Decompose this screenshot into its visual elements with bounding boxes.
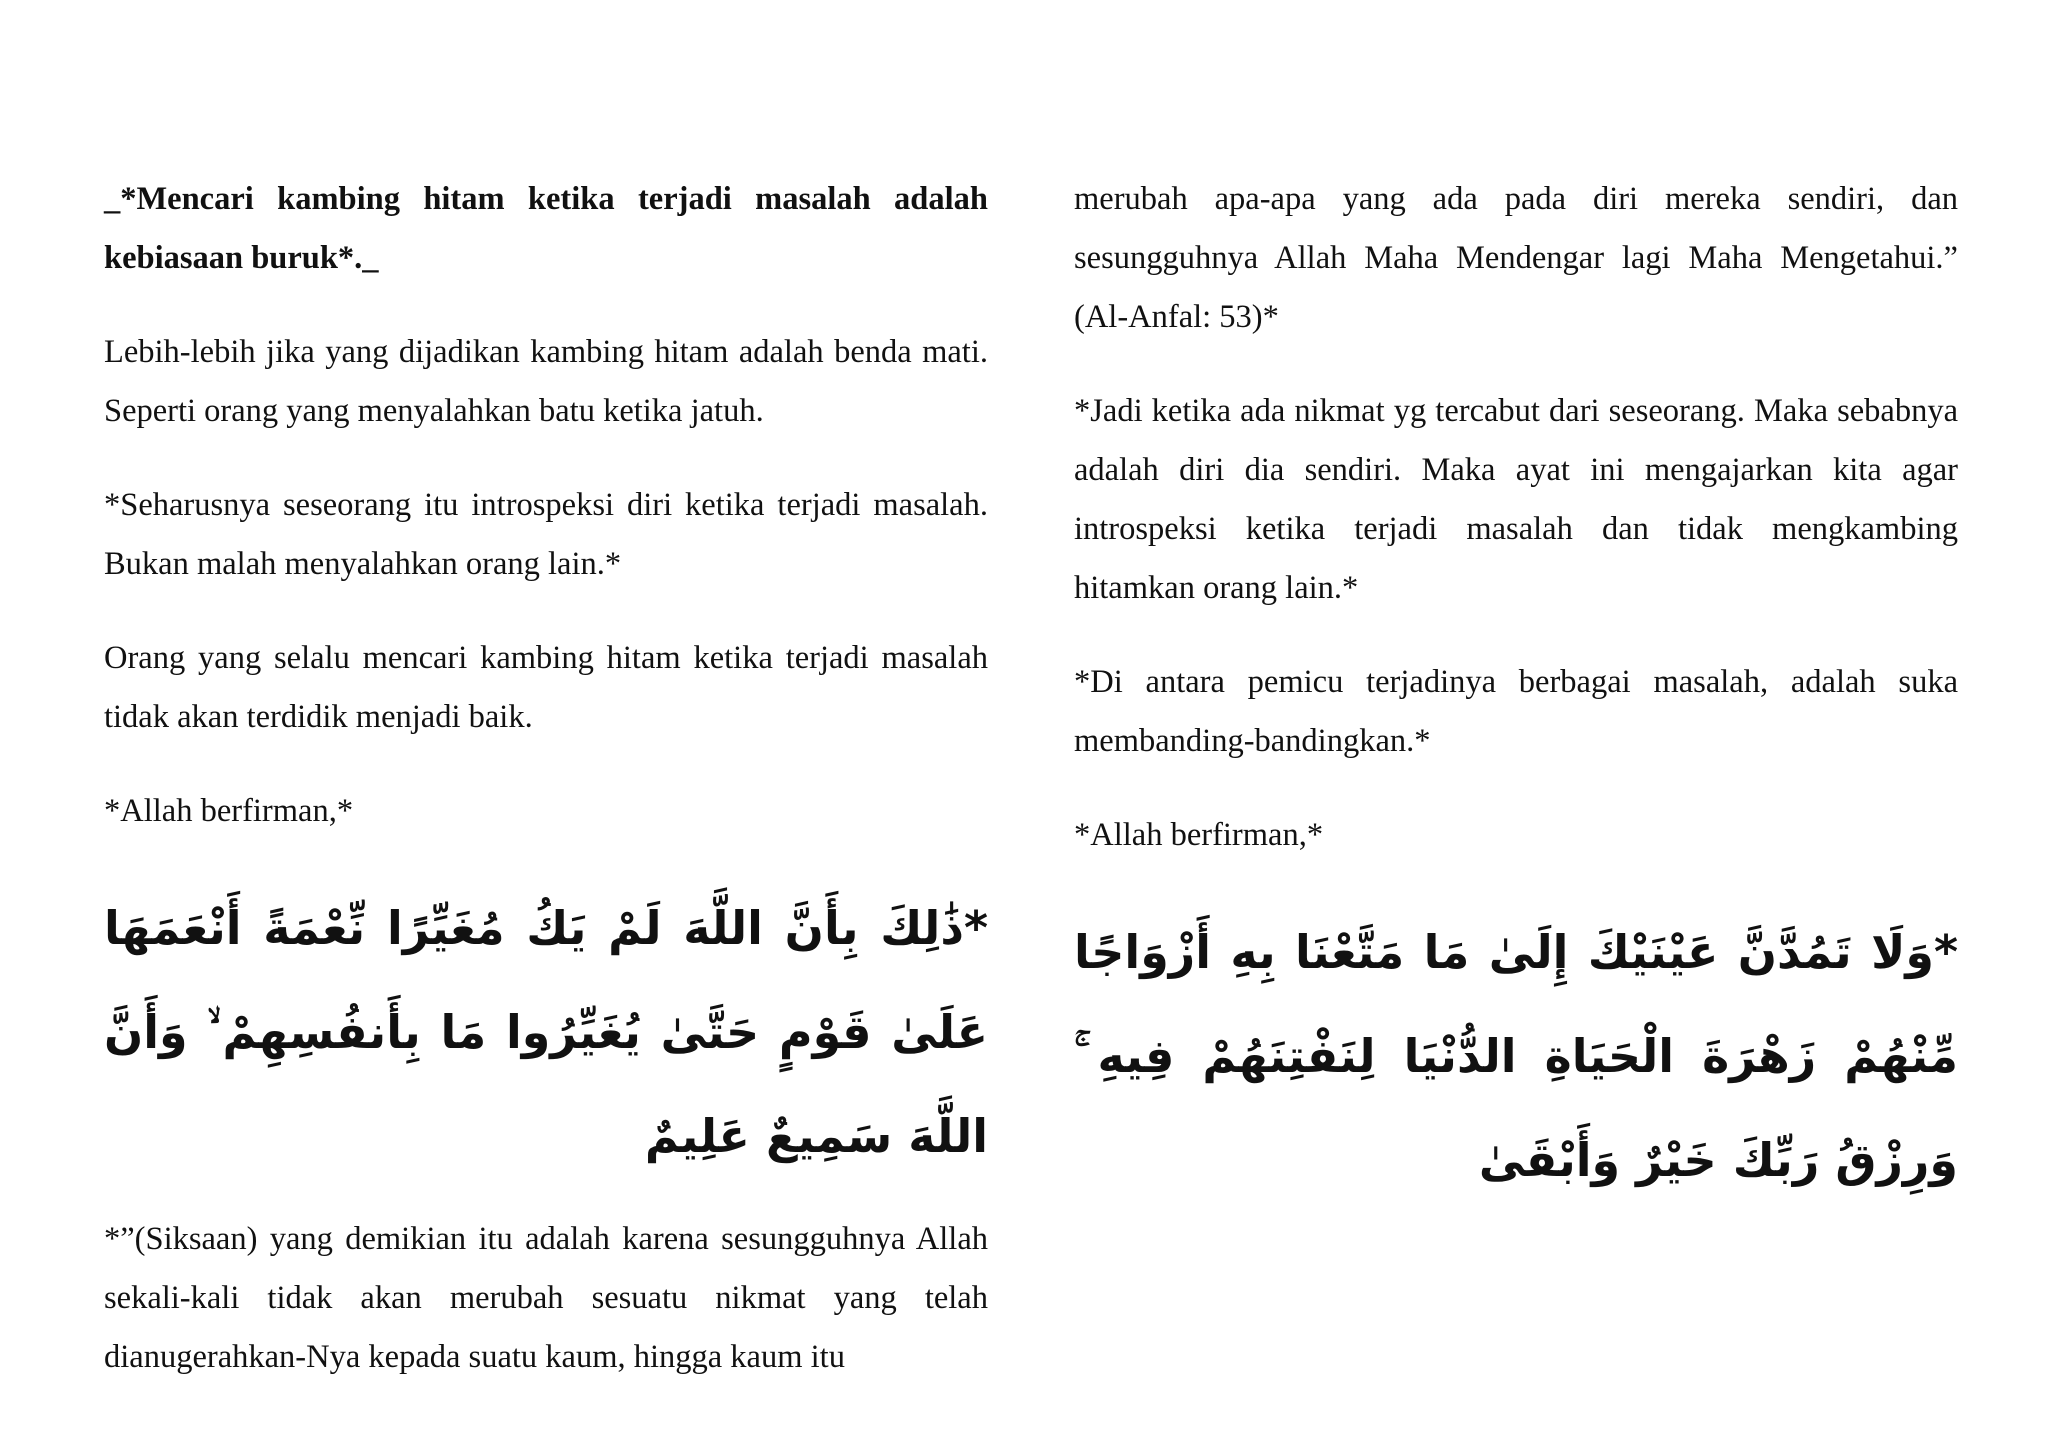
left-column [104,170,988,1422]
paragraph: *Seharusnya seseorang itu introspeksi diri ketika terjadi masalah. Bukan malah menyalahkan orang lain.* [104,487,988,582]
paragraph: Lebih-lebih jika yang dijadikan kambing hitam adalah benda mati. Seperti orang yang menyalahkan batu ketika jatuh. [104,334,988,429]
paragraph: *Allah berfirman,* [1074,817,1324,853]
arabic-verse: *وَلَا تَمُدَّنَّ عَيْنَيْكَ إِلَىٰ مَا مَتَّعْنَا بِهِ أَزْوَاجًا مِّنْهُمْ زَهْرَةَ الْحَيَاةِ الدُّنْيَا لِنَفْتِنَهُمْ فِيهِ ۚ وَرِزْقُ رَبِّكَ خَيْرٌ وَأَبْقَىٰ [1074,925,1958,1187]
translation-paragraph: *”(Siksaan) yang demikian itu adalah karena sesungguhnya Allah sekali-kali tidak akan merubah sesuatu nikmat yang telah dianugerahkan-Nya kepada suatu kaum, hingga kaum itu [104,1221,988,1375]
paragraph: *Jadi ketika ada nikmat yg tercabut dari seseorang. Maka sebabnya adalah diri dia sendiri. Maka ayat ini mengajarkan kita agar introspeksi ketika terjadi masalah dan tidak mengkambing hitamkan orang lain.* [1074,393,1958,606]
paragraph: *Allah berfirman,* [104,793,354,829]
translation-continuation: merubah apa-apa yang ada pada diri mereka sendiri, dan sesungguhnya Allah Maha Mendengar lagi Maha Mengetahui.” (Al-Anfal: 53)* [1074,181,1958,335]
right-column [1074,170,1958,1234]
heading: _*Mencari kambing hitam ketika terjadi masalah adalah kebiasaan buruk*._ [104,181,988,276]
paragraph: *Di antara pemicu terjadinya berbagai masalah, adalah suka membanding-bandingkan.* [1074,664,1958,759]
arabic-verse: *ذَٰلِكَ بِأَنَّ اللَّهَ لَمْ يَكُ مُغَيِّرًا نِّعْمَةً أَنْعَمَهَا عَلَىٰ قَوْمٍ حَتَّىٰ يُغَيِّرُوا مَا بِأَنفُسِهِمْ ۙ وَأَنَّ اللَّهَ سَمِيعٌ عَلِيمٌ [104,901,988,1163]
paragraph: Orang yang selalu mencari kambing hitam ketika terjadi masalah tidak akan terdidik menjadi baik. [104,640,988,735]
